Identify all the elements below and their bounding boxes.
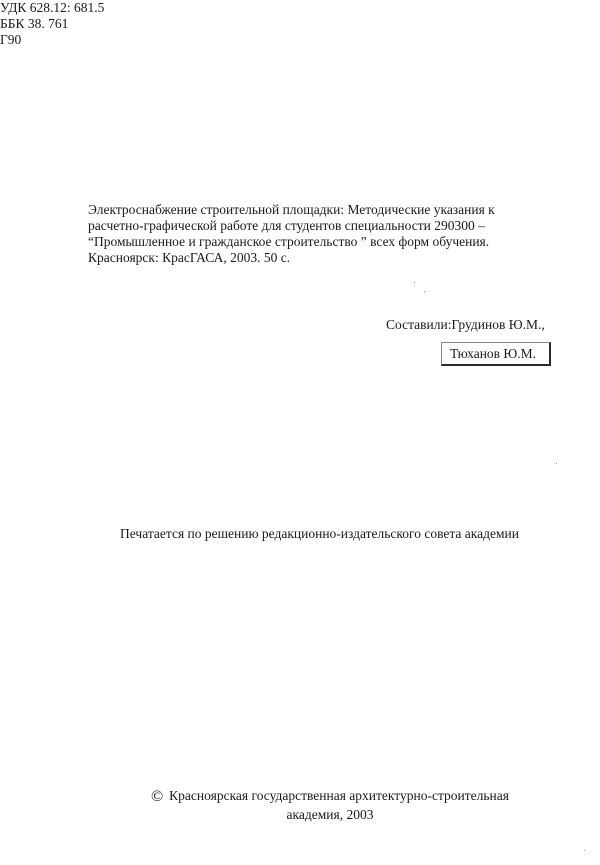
- bibliographic-annotation: [88, 202, 528, 266]
- scan-speck: [584, 850, 585, 851]
- publication-approval-note: Печатается по решению редакционно-издательского совета академии: [120, 526, 519, 541]
- copyright-icon: ©: [151, 788, 164, 805]
- udk-code: УДК 628.12: 681.5: [0, 0, 105, 15]
- copyright-year: академия, 2003: [286, 807, 374, 822]
- copyright-holder: Красноярская государственная архитектурно-строительная: [169, 788, 509, 803]
- annotation-line: “Промышленное и гражданское строительство ” всех форм обучения.: [88, 234, 490, 249]
- copyright-block: [140, 787, 520, 824]
- bbk-code: ББК 38. 761: [0, 16, 69, 31]
- copyright-first-line: [140, 787, 520, 806]
- scan-speck: [556, 463, 557, 464]
- bibliographic-index: [0, 0, 600, 48]
- compiler-name-box: [441, 342, 551, 366]
- annotation-line: расчетно-графической работе для студентов специальности 290300 –: [88, 218, 485, 233]
- scan-speck: [414, 282, 415, 283]
- annotation-line: Электроснабжение строительной площадки: Методические указания к: [88, 202, 495, 217]
- author-mark: Г90: [0, 32, 22, 47]
- annotation-line: Красноярск: КрасГАСА, 2003. 50 с.: [88, 250, 291, 265]
- compilers-line: Составили:Грудинов Ю.М.,: [386, 317, 545, 332]
- compiler-second-name: Тюханов Ю.М.: [450, 346, 537, 361]
- scan-speck: [424, 291, 425, 292]
